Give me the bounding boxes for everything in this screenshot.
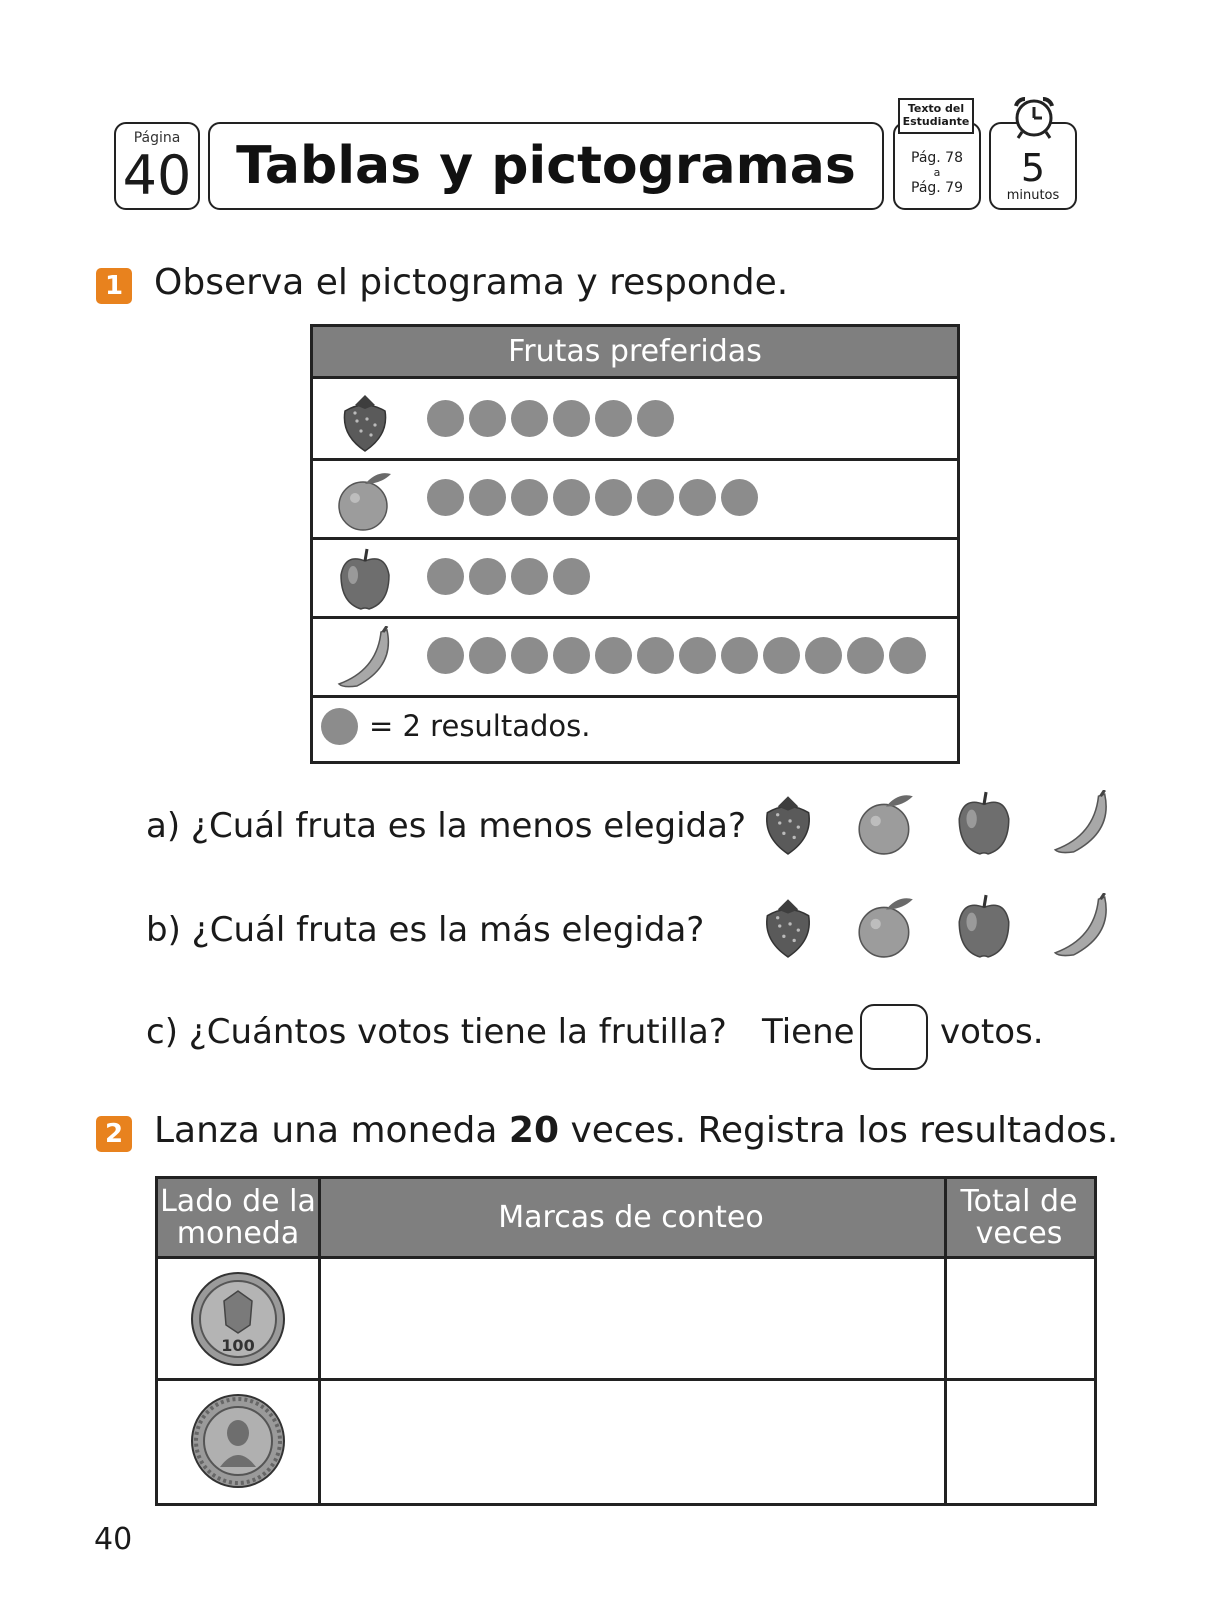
book-line2: Estudiante [902,115,970,128]
tally-cell-tails[interactable] [321,1381,944,1503]
total-cell-heads[interactable] [947,1259,1094,1378]
page-label: Página [133,130,181,146]
question-c-prefix: Tiene [762,1012,855,1052]
pictogram-title: Frutas preferidas [313,327,957,379]
pictogram-symbol [595,479,632,516]
option-apple-icon[interactable] [954,893,1014,959]
page-number: 40 [122,144,192,207]
pictogram-symbol [721,637,758,674]
question-b: b) ¿Cuál fruta es la más elegida? [146,910,705,950]
pictogram-symbol [427,558,464,595]
pictogram-symbol [553,558,590,595]
pictogram-row [313,616,957,698]
legend-text: = 2 resultados. [369,709,591,743]
section-1-instruction: Observa el pictograma y responde. [154,262,789,303]
col-total [944,1179,1094,1259]
question-a: a) ¿Cuál fruta es la menos elegida? [146,806,747,846]
option-banana-icon[interactable] [1052,790,1112,856]
pictogram-symbol [553,637,590,674]
title-box [208,122,884,210]
pictogram-symbol [553,479,590,516]
pictogram-symbol [763,637,800,674]
pictogram-symbol [469,400,506,437]
pages-from: Pág. 78 [911,150,963,166]
votes-answer-box[interactable] [860,1004,928,1070]
section-2-instruction [154,1110,1118,1151]
instruction-post: veces. Registra los resultados. [570,1110,1119,1151]
total-cell-tails[interactable] [947,1381,1094,1503]
col-coin-side-line2: moneda [176,1215,300,1251]
col-total-line2: veces [975,1215,1063,1251]
book-line1: Texto del [907,102,965,115]
question-c-suffix: votos. [940,1012,1044,1052]
pictogram-symbol [637,637,674,674]
time-unit: minutos [1006,188,1060,203]
pictogram-symbol [511,479,548,516]
pictogram-symbol [427,400,464,437]
pictogram-symbol [889,637,926,674]
pictogram-row [313,379,957,461]
page-number-box [114,122,200,210]
pictogram-symbol [847,637,884,674]
section-2-marker: 2 [96,1116,132,1152]
option-banana-icon[interactable] [1052,893,1112,959]
pictogram-symbol [511,400,548,437]
coin-heads-icon [190,1271,286,1367]
instruction-pre: Lanza una moneda [154,1110,498,1151]
pictogram-symbol [469,479,506,516]
pictogram-symbol [469,558,506,595]
time-value: 5 [1020,146,1046,190]
tally-cell-heads[interactable] [321,1259,944,1378]
pictogram-symbol [595,637,632,674]
pictogram-symbol [679,637,716,674]
page-title: Tablas y pictogramas [236,136,856,196]
pages-to-word: a [933,166,941,179]
pictogram-symbol [427,637,464,674]
pictogram-symbol [553,400,590,437]
student-text-box [893,122,981,210]
footer-page-number: 40 [94,1522,133,1557]
col-tally-marks [318,1179,944,1259]
coin-value: 100 [221,1336,255,1355]
alarm-clock-icon [1011,96,1057,140]
pictogram-legend [313,695,957,761]
pictogram-symbol [637,400,674,437]
book-icon [898,98,974,134]
pictogram-table [310,324,960,764]
banana-icon [337,626,393,690]
pictogram-symbol [427,479,464,516]
apple-icon [337,547,393,611]
instruction-bold: 20 [508,1110,560,1151]
pictogram-symbol [511,558,548,595]
pictogram-symbol [469,637,506,674]
pictogram-row [313,537,957,619]
tally-table [155,1176,1097,1506]
orange-icon [337,468,393,532]
col-coin-side [158,1179,318,1259]
pictogram-symbol [805,637,842,674]
strawberry-icon [337,389,393,453]
col-coin-side-line1: Lado de la [160,1183,316,1219]
section-1-marker: 1 [96,268,132,304]
option-apple-icon[interactable] [954,790,1014,856]
pictogram-symbol [679,479,716,516]
option-strawberry-icon[interactable] [758,893,818,959]
pictogram-row [313,458,957,540]
col-tally-marks-label: Marcas de conteo [498,1199,764,1235]
option-strawberry-icon[interactable] [758,790,818,856]
option-orange-icon[interactable] [856,893,916,959]
question-c: c) ¿Cuántos votos tiene la frutilla? [146,1012,727,1052]
coin-tails-icon [190,1393,286,1489]
pictogram-symbol [721,479,758,516]
pictogram-symbol [511,637,548,674]
option-orange-icon[interactable] [856,790,916,856]
col-total-line1: Total de [960,1183,1078,1219]
legend-symbol [321,708,358,745]
pictogram-symbol [595,400,632,437]
pictogram-symbol [637,479,674,516]
pages-to: Pág. 79 [911,180,963,196]
